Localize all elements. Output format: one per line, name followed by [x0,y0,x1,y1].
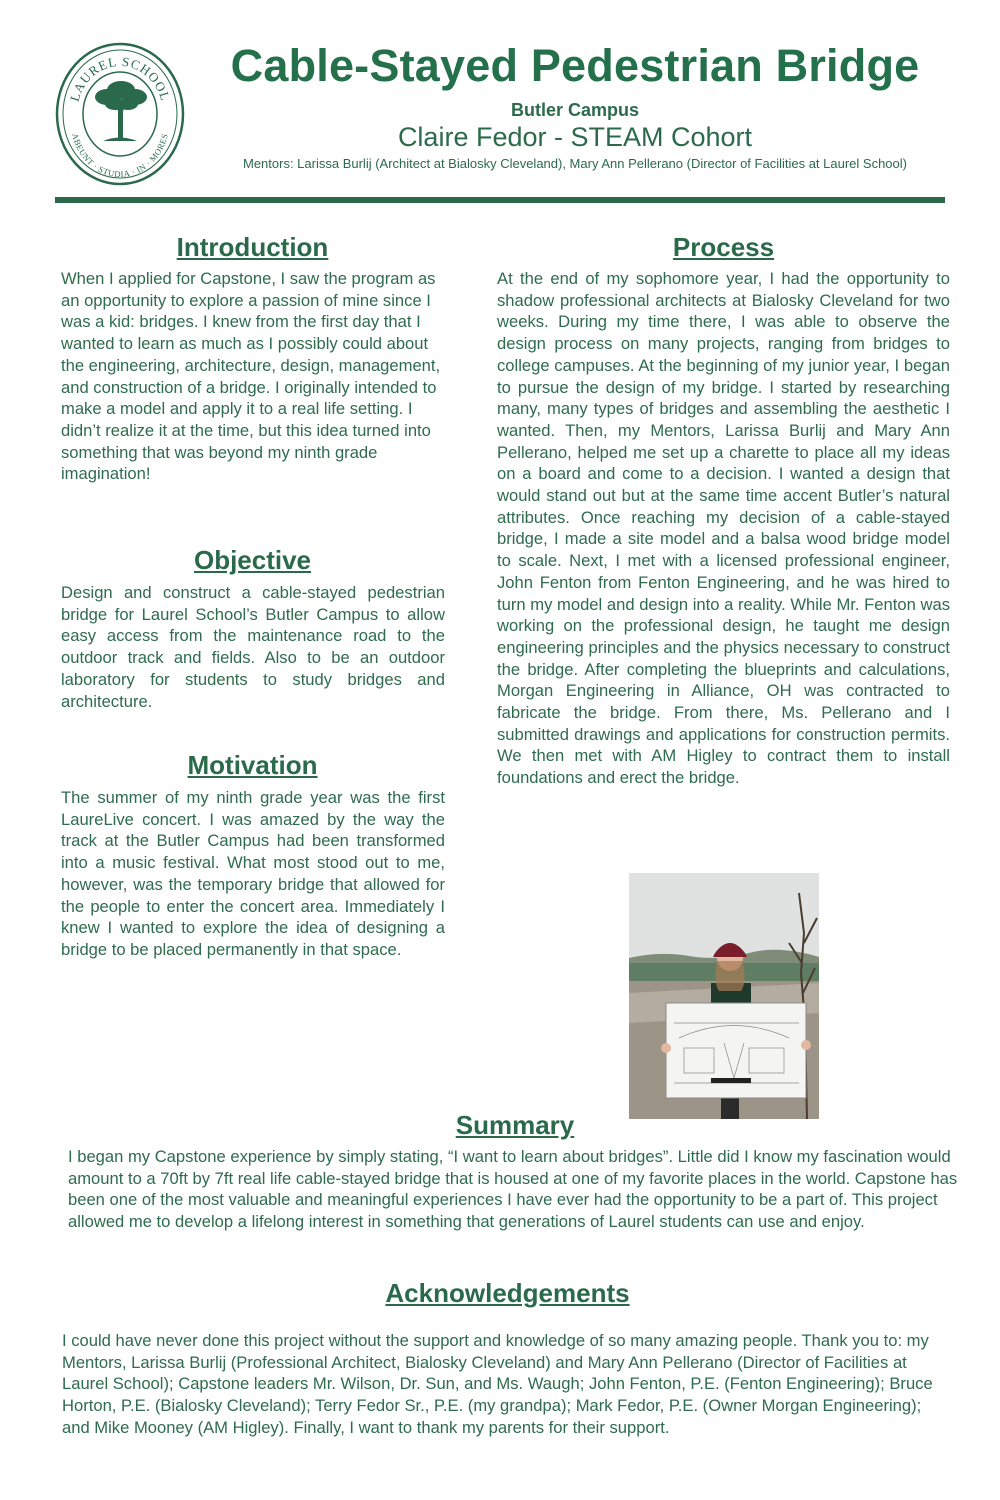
svg-text:LAUREL SCHOOL: LAUREL SCHOOL [66,53,174,104]
acknowledgements-text: I could have never done this project without the support and knowledge of so many amazing people. Thank you to: my Mentors, Larissa Burlij (Professional Architect, Bialosky Cleveland) and Mary Ann Pellerano (Director of Facilities at Laurel School); Capstone leaders Mr. Wilson, Dr. Sun, and Ms. Waugh; John Fenton, P.E. (Fenton Engineering); Bruce Horton, P.E. (Bialosky Cleveland); Terry Fedor Sr., P.E. (my grandpa); Mark Fedor, P.E. (Owner Morgan Engineering); and Mike Mooney (AM Higley). Finally, I want to thank my parents for their support. [62,1331,933,1437]
author-line: Claire Fedor - STEAM Cohort [397,122,753,152]
process-text: At the end of my sophomore year, I had the opportunity to shadow professional architects at Bialosky Cleveland for two weeks. During my time there, I was able to observe the design process on many projects, ranging from bridges to college campuses. At the beginning of my junior year, I began to pursue the design of my bridge. I started by researching many, many types of bridges and assembling the aesthetic I wanted. Then, my Mentors, Larissa Burlij and Mary Ann Pellerano, helped me set up a charette to place all my ideas on a board and come to a decision. I wanted a design that would stand out but at the same time accent Butler’s natural attributes. Once reaching my decision of a cable-stayed bridge, I made a site model and a balsa wood bridge model to scale. Next, I met with a licensed professional engineer, John Fenton from Fenton Engineering, and he was hired to turn my model and design into a reality. While Mr. Fenton was working on the professional design, he taught me design engineering principles and the physics necessary to construct the bridge. After completing the blueprints and calculations, Morgan Engineering in Alliance, OH was contracted to fabricate the bridge. From there, Ms. Pellerano and I submitted drawings and applications for construction permits. We then met with AM Higley to contract them to install foundations and erect the bridge. [497,269,950,788]
acknowledgements-heading: Acknowledgements [385,1278,630,1308]
student-with-blueprint-photo [629,873,819,1119]
motivation-text: The summer of my ninth grade year was the first LaureLive concert. I was amazed by the way the track at the Butler Campus had been transformed into a music festival. What most stood out to me, however, was the temporary bridge that allowed for the people to enter the concert area. Immediately I knew I wanted to explore the idea of designing a bridge to be placed permanently in that space. [61,788,445,959]
introduction-text: When I applied for Capstone, I saw the program as an opportunity to explore a passion of mine since I was a kid: bridges. I knew from the first day that I wanted to learn as much as I possibly could about the engineering, architecture, design, management, and construction of a bridge. I originally intended to make a model and apply it to a real life setting. I didn’t realize it at the time, but this idea turned into something that was beyond my ninth grade imagination! [61,269,441,484]
tree-icon [95,81,147,141]
mentors-line: Mentors: Larissa Burlij (Architect at Bialosky Cleveland), Mary Ann Pellerano (Director of Facilities at Laurel School) [243,156,907,171]
introduction-heading: Introduction [176,232,329,262]
summary-text: I began my Capstone experience by simply stating, “I want to learn about bridges”. Little did I know my fascination would amount to a 70ft by 7ft real life cable-stayed bridge that is housed at one of my favorite places in the world. Capstone has been one of the most valuable and meaningful experiences I have ever had the opportunity to be a part of. This project allowed me to develop a lifelong interest in something that generations of Laurel students can use and enjoy. [68,1147,958,1232]
process-heading: Process [672,232,775,262]
objective-text: Design and construct a cable-stayed pedestrian bridge for Laurel School’s Butler Campus to allow easy access from the maintenance road to the outdoor track and fields. Also to be an outdoor laboratory for students to study bridges and architecture. [61,583,445,711]
laurel-school-seal-logo [55,42,185,187]
objective-heading: Objective [193,545,312,575]
motivation-heading: Motivation [187,750,318,780]
header-divider [55,197,945,203]
campus-subtitle: Butler Campus [510,100,640,120]
svg-text:ABEUNT · STUDIA · IN · MORES: ABEUNT · STUDIA · IN · MORES [70,132,170,180]
page-title: Cable-Stayed Pedestrian Bridge [230,40,920,91]
summary-heading: Summary [455,1110,575,1140]
